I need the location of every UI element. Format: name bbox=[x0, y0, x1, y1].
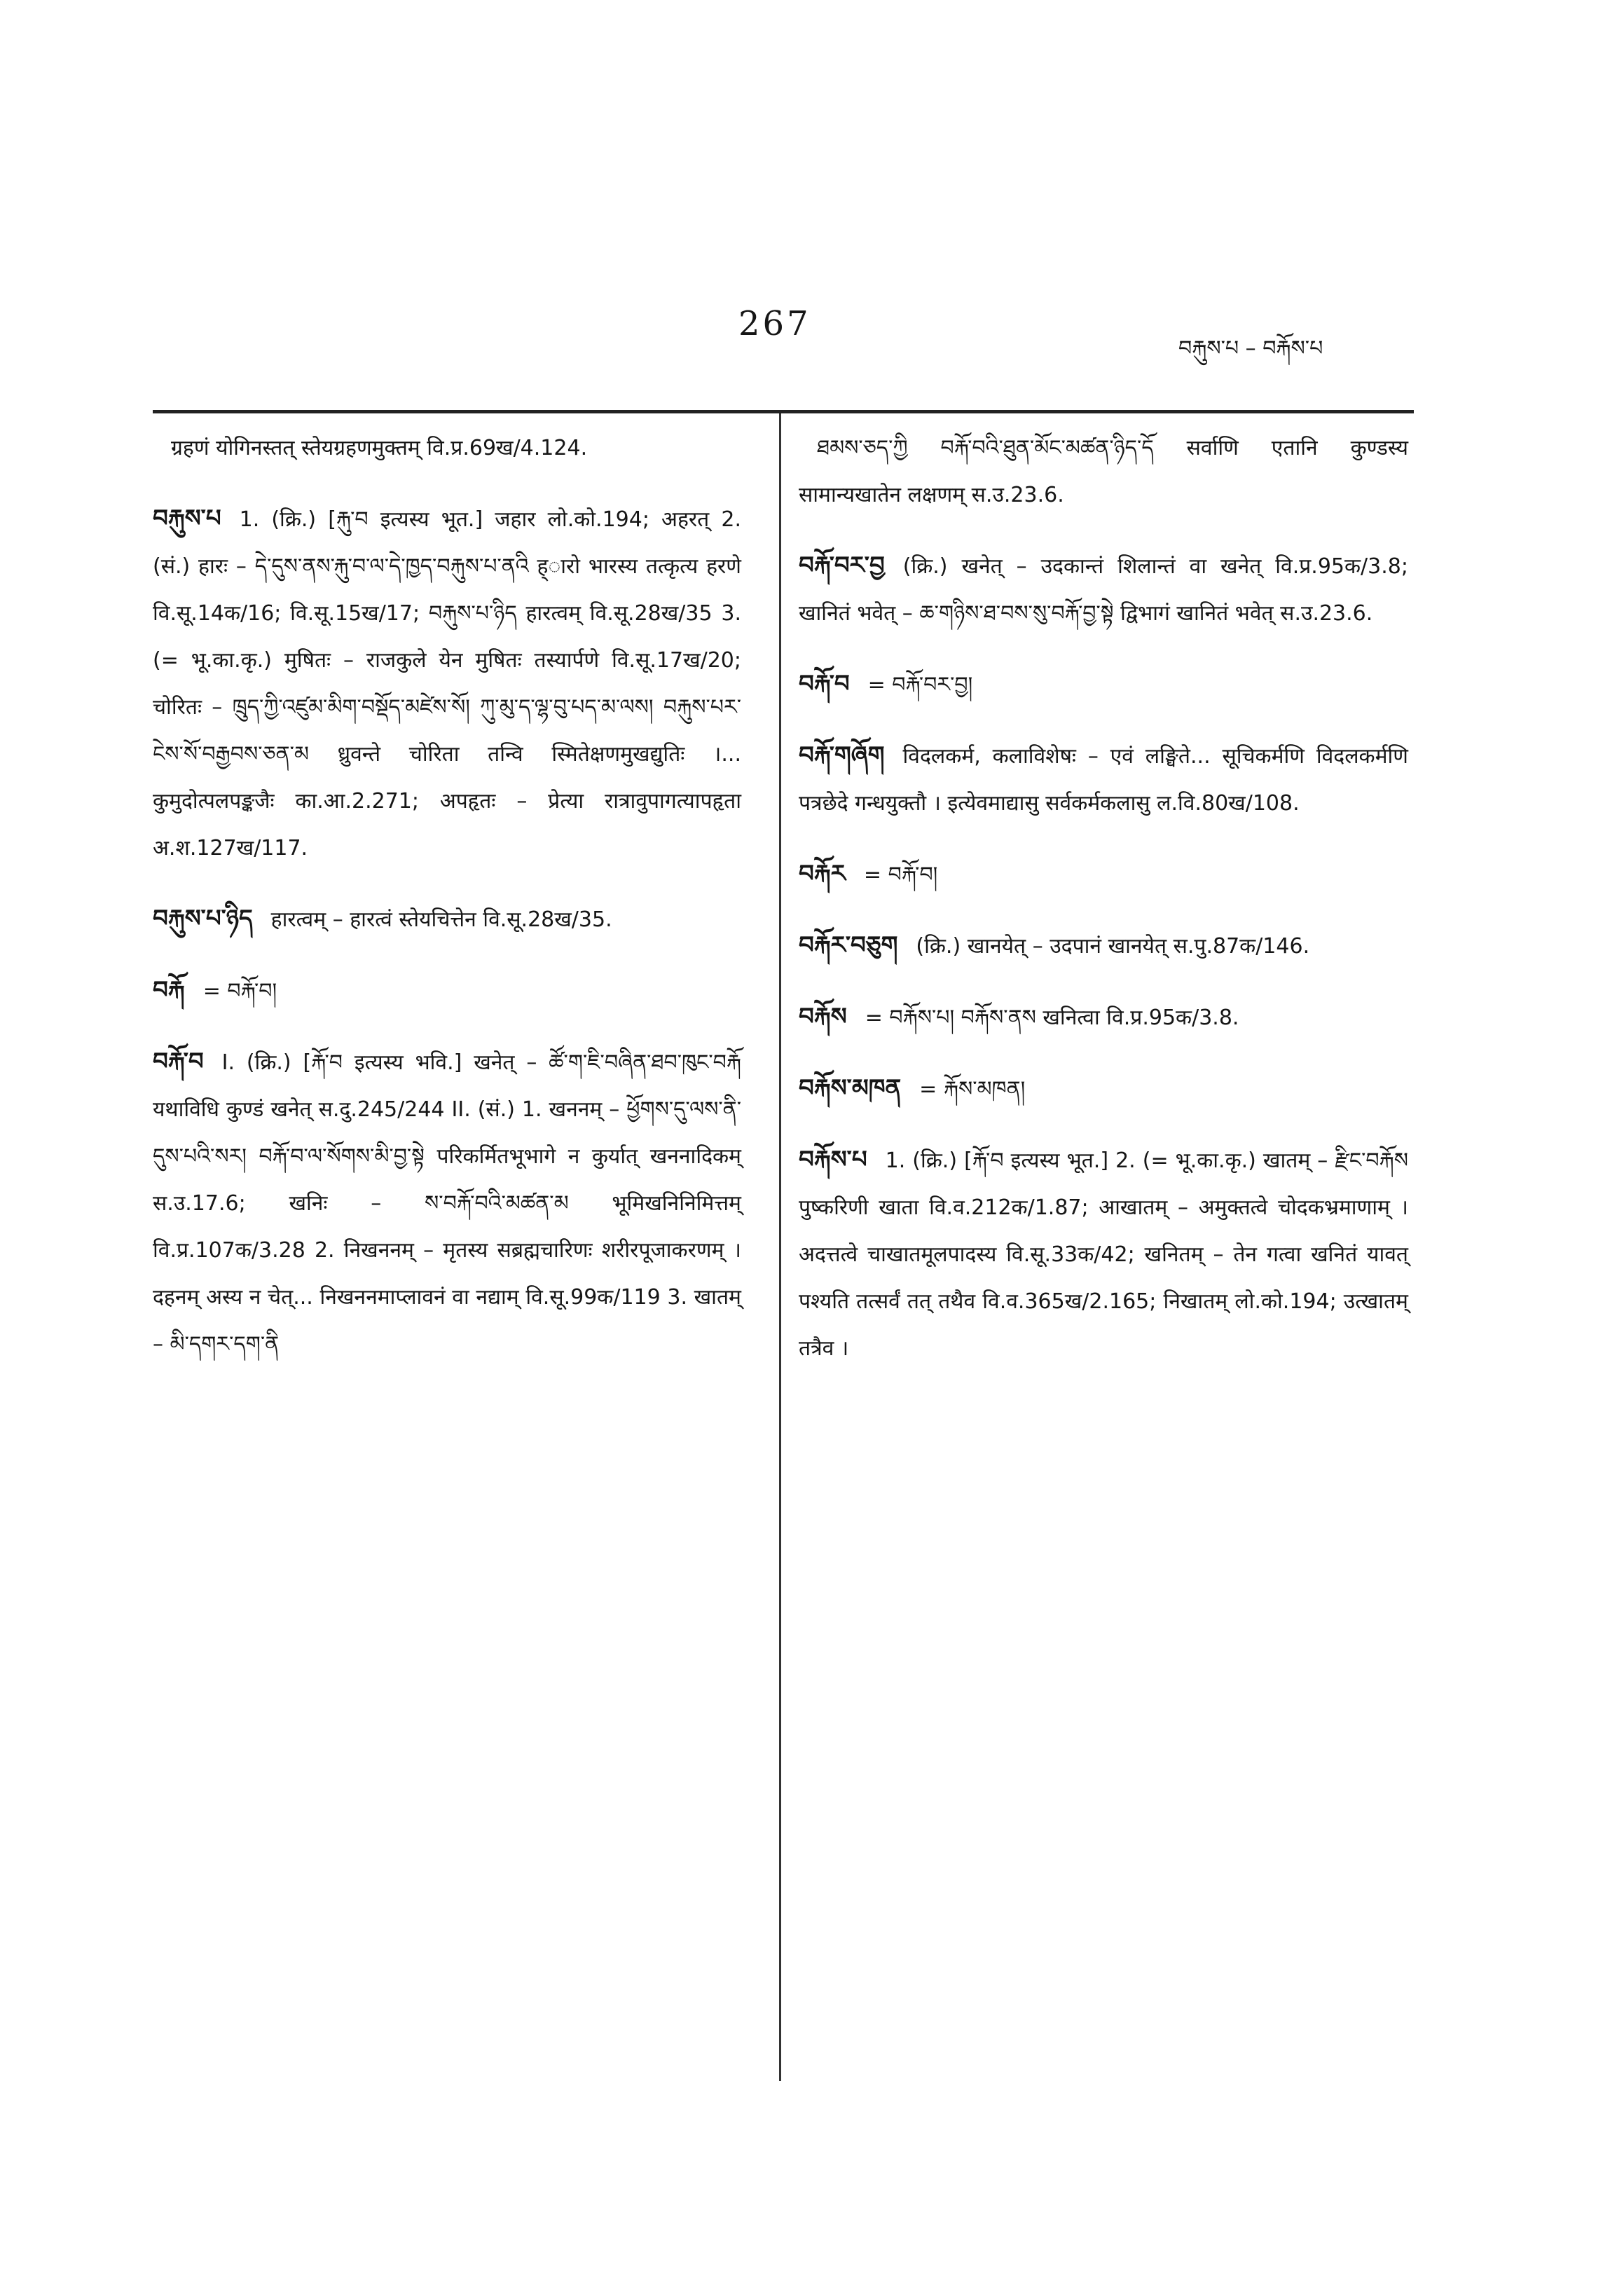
dictionary-entry bbox=[153, 424, 741, 472]
dictionary-entry bbox=[799, 1065, 1408, 1113]
entry-headword: བརྐོ bbox=[153, 976, 185, 1004]
entry-text: 1. (क्रि.) [རྐོ་བ इत्यस्य भूत.] 2. (= भू.का.कृ.) खातम् – རྫིང་བརྐོས पुष्करिणी खाता वि.व.212क/1.87; आखातम् – अमुक्तत्वे चोदकभ्रमाणाम् । अदत्तत्वे चाखातमूलपादस्य वि.सू.33क/42; खनितम् – तेन गत्वा खनितं यावत् पश्यति तत्सर्वं तत् तथैव वि.व.365ख/2.165; निखातम् लो.को.194; उत्खातम् तत्रैव । bbox=[799, 1148, 1408, 1361]
entry-headword: བརྐོ་གཞོག bbox=[799, 741, 885, 769]
entry-text: = བརྐོ་བ། bbox=[202, 979, 277, 1003]
dictionary-entry bbox=[153, 495, 741, 872]
dictionary-entry bbox=[153, 1038, 741, 1368]
entry-text: (क्रि.) खानयेत् – उदपानं खानयेत् स.पु.87क/146. bbox=[916, 934, 1310, 959]
entry-text: ཐམས་ཅད་ཀྱི བརྐོ་བའི་ཐུན་མོང་མཚན་ཉིད་དོ सर्वाणि एतानि कुण्डस्य सामान्यखातेन लक्षणम् स.उ.23.6. bbox=[799, 436, 1408, 507]
dictionary-entry bbox=[799, 994, 1408, 1041]
entry-headword: བརྐོར་བཅུག bbox=[799, 931, 898, 959]
dictionary-entry bbox=[799, 424, 1408, 519]
entry-text: = བརྐོ་བ། bbox=[863, 863, 938, 887]
entry-text: विदलकर्म, कलाविशेषः – एवं लङ्घिते... सूचिकर्मणि विदलकर्मणि पत्रछेदे गन्धयुक्तौ । इत्येवमाद्यासु सर्वकर्मकलासु ल.वि.80ख/108. bbox=[799, 744, 1408, 816]
entry-headword: བརྐོ་བར་བྱ bbox=[799, 551, 885, 579]
entry-headword: བརྐོར bbox=[799, 860, 846, 888]
entry-headword: བརྐོས bbox=[799, 1003, 847, 1031]
entry-text: ग्रहणं योगिनस्तत् स्तेयग्रहणमुक्तम् वि.प्र.69ख/4.124. bbox=[171, 436, 588, 460]
entry-headword: བརྐུས་པ bbox=[153, 505, 221, 533]
dictionary-entry bbox=[799, 732, 1408, 827]
entry-headword: བརྐུས་པ་ཉིད bbox=[153, 905, 253, 933]
dictionary-entry bbox=[153, 967, 741, 1015]
entry-text: = བརྐོས་པ། བརྐོས་ནས खनित्वा वि.प्र.95क/3.8. bbox=[865, 1006, 1239, 1030]
right-column bbox=[799, 424, 1408, 1396]
entry-text: हारत्वम् – हारत्वं स्तेयचित्तेन वि.सू.28ख/35. bbox=[270, 907, 612, 932]
dictionary-entry bbox=[799, 851, 1408, 898]
entry-headword: བརྐོས་པ bbox=[799, 1146, 867, 1174]
running-head: བརྐུས་པ – བརྐོས་པ bbox=[1178, 336, 1323, 361]
dictionary-entry bbox=[799, 661, 1408, 708]
left-column bbox=[153, 424, 741, 1392]
dictionary-entry bbox=[799, 542, 1408, 637]
column-divider bbox=[779, 413, 781, 2081]
entry-headword: བརྐོས་མཁན bbox=[799, 1074, 902, 1102]
dictionary-entry bbox=[153, 896, 741, 943]
entry-headword: བརྐོ་བ bbox=[799, 670, 850, 698]
entry-text: = བརྐོ་བར་བྱ། bbox=[867, 673, 973, 697]
page-number: 267 bbox=[738, 304, 811, 343]
entry-text: 1. (क्रि.) [རྐུ་བ इत्यस्य भूत.] जहार लो.को.194; अहरत् 2. (सं.) हारः – དེ་དུས་ནས་རྐུ་བ་ལ་དེ་ཁྱད་བརྐུས་པ་ནའི ह्ारो भारस्य तत्कृत्य हरणे वि.सू.14क/16; वि.सू.15ख/17; བརྐུས་པ་ཉིད हारत्वम् वि.सू.28ख/35 3. (= भू.का.कृ.) मुषितः – राजकुले येन मुषितः तस्यार्पणे वि.सू.17ख/20; चोरितः – ཁྲུད་ཀྱི་འཛུམ་མིག་བསྡོད་མཛེས་སོ། ཀུ་མུ་ད་ལྷ་བུ་པད་མ་ལས། བརྐུས་པར་ངེས་སོ་བརྒྱབས་ཅན་མ ध्रुवन्ते चोरिता तन्वि स्मितेक्षणमुखद्युतिः ।... कुमुदोत्पलपङ्कजैः का.आ.2.271; अपहृतः – प्रेत्या रात्रावुपागत्यापहृता अ.श.127ख/117. bbox=[153, 507, 741, 860]
entry-text: (क्रि.) खनेत् – उदकान्तं शिलान्तं वा खनेत् वि.प्र.95क/3.8; खानितं भवेत् – ཆ་གཉིས་ཐ་བས་སུ་བརྐོ་བྱ་སྟེ द्विभागं खानितं भवेत् स.उ.23.6. bbox=[799, 554, 1408, 626]
entry-text: I. (क्रि.) [རྐོ་བ इत्यस्य भवि.] खनेत् – ཚོ་ག་ཇི་བཞིན་ཐབ་ཁུང་བརྐོ यथाविधि कुण्डं खनेत् स.दु.245/244 II. (सं.) 1. खननम् – ཕྱོགས་དུ་ལས་ནི་དུས་པའི་སར། བརྐོ་བ་ལ་སོགས་མི་བྱ་སྟེ परिकर्मितभूभागे न कुर्यात् खननादिकम् स.उ.17.6; खनिः – ས་བརྐོ་བའི་མཚན་མ भूमिखनिनिमित्तम् वि.प्र.107क/3.28 2. निखननम् – मृतस्य सब्रह्मचारिणः शरीरपूजाकरणम् । दहनम् अस्य न चेत्... निखननमाप्लावनं वा नद्याम् वि.सू.99क/119 3. खातम् – མི་དགར་དག་ནི bbox=[153, 1050, 741, 1357]
entry-headword: བརྐོ་བ bbox=[153, 1048, 204, 1076]
dictionary-entry bbox=[799, 922, 1408, 970]
header-rule bbox=[153, 410, 1414, 413]
dictionary-entry bbox=[799, 1137, 1408, 1372]
entry-text: = རྐོས་མཁན། bbox=[919, 1077, 1026, 1102]
